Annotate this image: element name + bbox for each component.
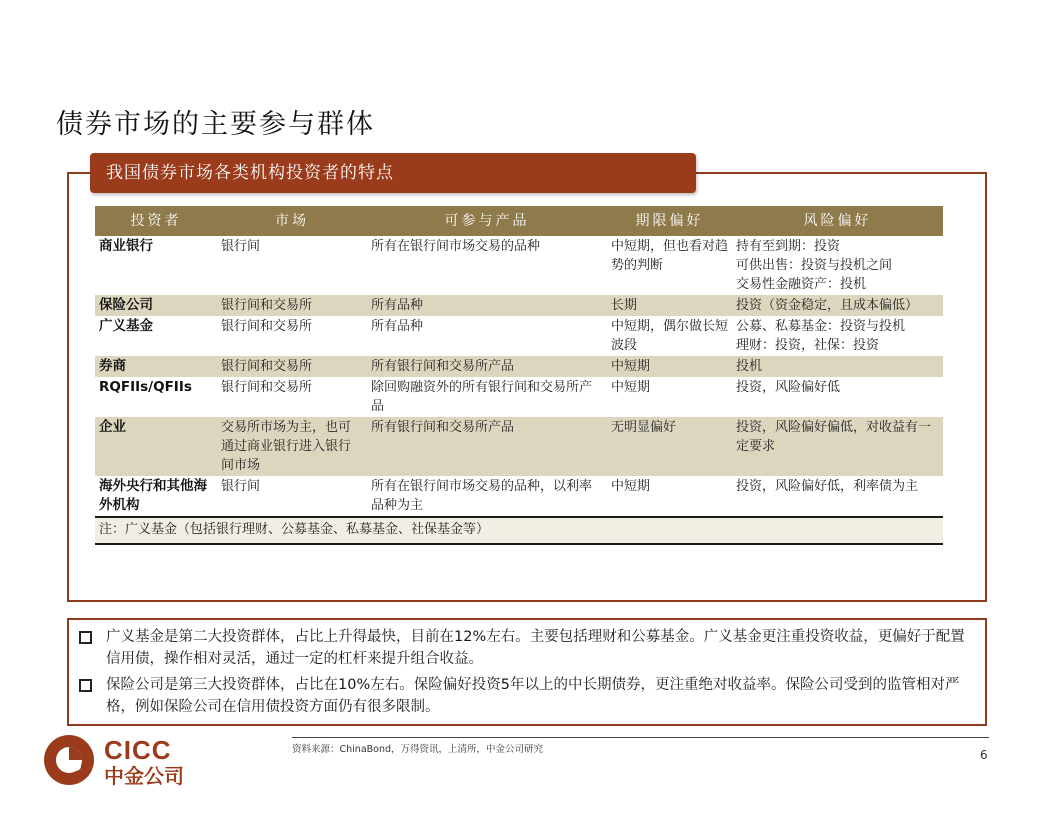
bullet-square-icon — [79, 679, 92, 692]
bullet-square-icon — [79, 631, 92, 644]
market-cell: 银行间和交易所 — [217, 356, 367, 377]
page-number: 6 — [980, 748, 988, 762]
column-header: 期限偏好 — [607, 206, 732, 236]
market-cell: 交易所市场为主，也可通过商业银行进入银行间市场 — [217, 417, 367, 476]
products-cell: 除回购融资外的所有银行间和交易所产品 — [371, 380, 593, 414]
panel-header: 我国债券市场各类机构投资者的特点 — [90, 153, 696, 193]
term-cell: 中短期，但也看对趋势的判断 — [611, 239, 729, 273]
products-cell: 所有在银行间市场交易的品种 — [371, 239, 541, 254]
investor-cell: 企业 — [95, 417, 217, 476]
term-cell: 中短期 — [611, 380, 651, 395]
market-cell: 银行间 — [221, 479, 261, 494]
market-cell: 银行间 — [221, 239, 261, 254]
table-row — [95, 356, 943, 377]
investor-cell: 保险公司 — [95, 295, 217, 316]
table-row — [95, 476, 943, 517]
risk-cell: 投资，风险偏好低 — [736, 380, 841, 395]
table-note: 注：广义基金（包括银行理财、公募基金、私募基金、社保基金等） — [95, 517, 943, 544]
table-row — [95, 417, 943, 476]
table-row — [95, 295, 943, 316]
products-cell: 所有银行间和交易所产品 — [367, 356, 607, 377]
market-cell: 银行间和交易所 — [217, 295, 367, 316]
source-note: 资料来源：ChinaBond，万得资讯，上清所，中金公司研究 — [292, 744, 544, 755]
table-note-row — [95, 517, 943, 544]
term-cell: 中短期，偶尔做长短波段 — [611, 319, 729, 353]
table-row — [95, 316, 943, 356]
column-header: 投资者 — [95, 206, 217, 236]
term-cell: 长期 — [607, 295, 732, 316]
investor-cell: RQFIIs/QFIIs — [99, 379, 192, 395]
investor-table — [95, 206, 943, 545]
investor-cell: 海外央行和其他海外机构 — [99, 478, 207, 513]
page-title: 债券市场的主要参与群体 — [56, 109, 375, 140]
bullet-text: 广义基金是第二大投资群体，占比上升得最快，目前在12%左右。主要包括理财和公募基金。广义基金更注重投资收益，更偏好于配置信用债，操作相对灵活，通过一定的杠杆来提升组合收益。 — [106, 629, 965, 667]
logo-text-cn: 中金公司 — [104, 764, 184, 788]
table-header-row — [95, 206, 943, 236]
market-cell: 银行间和交易所 — [221, 380, 313, 395]
column-header: 市场 — [217, 206, 367, 236]
risk-cell: 公募、私募基金：投资与投机 理财：投资，社保：投资 — [736, 319, 906, 353]
column-header: 可参与产品 — [367, 206, 607, 236]
investor-cell: 广义基金 — [99, 318, 153, 334]
summary-box — [67, 618, 987, 726]
risk-cell: 持有至到期：投资 可供出售：投资与投机之间 交易性金融资产：投机 — [736, 239, 893, 292]
table-row — [95, 236, 943, 295]
table-row — [95, 377, 943, 417]
risk-cell: 投资，风险偏好偏低，对收益有一定要求 — [732, 417, 943, 476]
term-cell: 无明显偏好 — [607, 417, 732, 476]
products-cell: 所有在银行间市场交易的品种，以利率品种为主 — [371, 479, 593, 513]
term-cell: 中短期 — [611, 479, 651, 494]
products-cell: 所有银行间和交易所产品 — [367, 417, 607, 476]
source-divider — [292, 737, 989, 738]
summary-bullet — [79, 626, 975, 670]
risk-cell: 投资，风险偏好低，利率债为主 — [736, 479, 919, 494]
investor-cell: 券商 — [95, 356, 217, 377]
investor-cell: 商业银行 — [99, 238, 153, 254]
summary-bullet — [79, 674, 975, 718]
bullet-text: 保险公司是第三大投资群体，占比在10%左右。保险偏好投资5年以上的中长期债券，更注重绝对收益率。保险公司受到的监管相对严格，例如保险公司在信用债投资方面仍有很多限制。 — [106, 677, 960, 715]
logo-text-en: CICC — [104, 735, 172, 765]
term-cell: 中短期 — [607, 356, 732, 377]
products-cell: 所有品种 — [371, 319, 424, 334]
risk-cell: 投资（资金稳定，且成本偏低） — [732, 295, 943, 316]
products-cell: 所有品种 — [367, 295, 607, 316]
column-header: 风险偏好 — [732, 206, 943, 236]
risk-cell: 投机 — [732, 356, 943, 377]
market-cell: 银行间和交易所 — [221, 319, 313, 334]
